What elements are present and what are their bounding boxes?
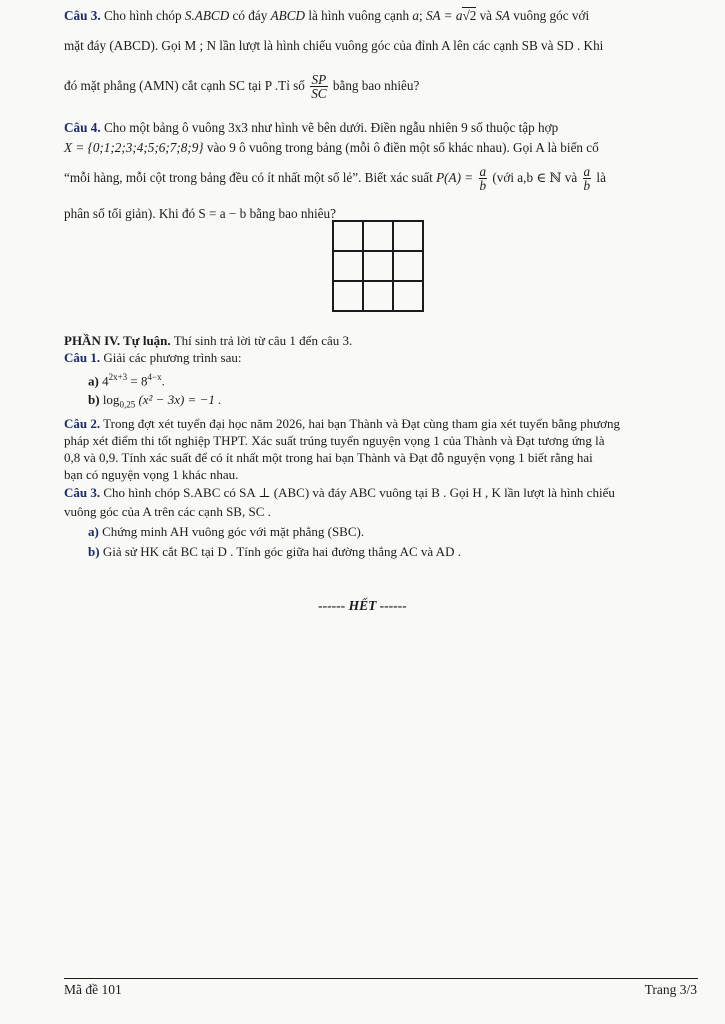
grid-cell [363,221,393,251]
fraction-a-b-2: $\frac{a}{b}$ [583,164,591,194]
part4-heading: PHẦN IV. Tự luận. Thí sinh trả lời từ câu 1 đến câu 3. [64,333,353,348]
grid-cell [333,221,363,251]
t2-line-2: pháp xét điểm thi tốt nghiệp THPT. Xác suất trúng tuyển nguyện vọng 1 của Thành và Đạt tương ứng là [64,433,605,448]
t1-a: a) $4^{2x+3} = 8^{4-x}$. [88,372,165,389]
q4-line-1: Câu 4. Cho một bảng ô vuông 3x3 như hình vẽ bên dưới. Điền ngẫu nhiên 9 số thuộc tập hợp [64,120,559,135]
q4-line-4: phân số tối giản). Khi đó S = a − b bằng bao nhiêu? [64,206,336,221]
grid-cell [363,281,393,311]
exam-code: Mã đề 101 [64,982,122,997]
t3-line-1: Câu 3. Cho hình chóp S.ABC có SA ⊥ (ABC) và đáy ABC vuông tại B . Gọi H , K lần lượt là hình chiếu [64,485,615,500]
t3-line-2: vuông góc của A trên các cạnh SB, SC . [64,504,271,519]
grid-cell [333,251,363,281]
fraction-a-b: $\frac{a}{b}$ [479,164,487,194]
page-number: Trang 3/3 [644,982,697,997]
t2-line-1: Câu 2. Trong đợt xét tuyển đại học năm 2026, hai bạn Thành và Đạt cùng tham gia xét tuyển bằng phương [64,416,621,431]
t1-line: Câu 1. Giải các phương trình sau: [64,350,242,365]
footer-divider [64,978,698,979]
q4-line-3: “mỗi hàng, mỗi cột trong bảng đều có ít nhất một số lẻ”. Biết xác suất P(A) = $\frac{a}{b}$ (với a,b ∈ ℕ và $\frac{a}{b}$ là [64,164,606,194]
t3-b: b) Giả sử HK cắt BC tại D . Tính góc giữa hai đường thẳng AC và AD . [88,544,461,559]
grid-cell [363,251,393,281]
q3-label: Câu 3. [64,8,101,23]
q4-line-2: X = {0;1;2;3;4;5;6;7;8;9} vào 9 ô vuông trong bảng (mỗi ô điền một số khác nhau). Gọi A là biến cố [64,140,599,155]
t2-line-4: bạn có nguyện vọng 1 khác nhau. [64,467,239,482]
grid-cell [393,221,423,251]
end-mark: ------ HẾT ------ [318,598,407,613]
grid-cell [333,281,363,311]
grid-cell [393,281,423,311]
t1-b: b) $\log_{0,25} (x^2 - 3x) = -1$ . [88,392,222,410]
grid-cell [393,251,423,281]
grid-3x3 [332,220,424,312]
q3-line-2: mặt đáy (ABCD). Gọi M ; N lần lượt là hình chiếu vuông góc của đỉnh A lên các cạnh SB và SD . Khi [64,38,604,53]
q3-line-1: Câu 3. Cho hình chóp S.ABCD có đáy ABCD là hình vuông cạnh a; SA = a√2 và SA vuông góc với [64,6,589,26]
t2-line-3: 0,8 và 0,9. Tính xác suất để có ít nhất một trong hai bạn Thành và Đạt đỗ nguyện vọng 1 biết rằng hai [64,450,593,465]
sqrt-symbol: √2 [462,6,476,26]
q3-line-3: đó mặt phẳng (AMN) cắt cạnh SC tại P .Tỉ số $\frac{SP}{SC}$ bằng bao nhiêu? [64,72,420,102]
t3-a: a) Chứng minh AH vuông góc với mặt phẳng (SBC). [88,524,365,539]
q4-label: Câu 4. [64,120,101,135]
fraction-sp-sc: $\frac{SP}{SC}$ [311,72,327,102]
